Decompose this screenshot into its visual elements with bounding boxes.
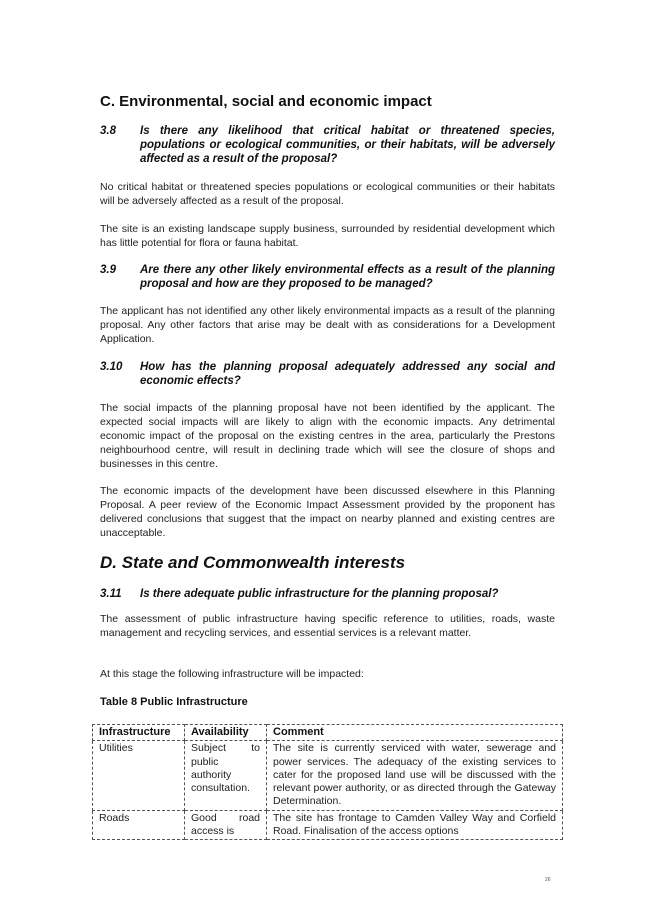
cell-infrastructure: Roads: [93, 810, 185, 840]
question-text: Is there adequate public infrastructure for the planning proposal?: [140, 588, 499, 600]
paragraph: No critical habitat or threatened species populations or ecological communities or their habitats will be adversely affected as a result of the proposal.: [100, 181, 555, 207]
table-row: [93, 810, 563, 840]
paragraph: The social impacts of the planning proposal have not been identified by the applicant. The expected social impacts will are likely to align with the economic impacts. Any detrimental economic impact of the proposal on the existing centres in the area, particularly the Prestons neighbourhood centre, will result in declining trade which will see the closure of shops and businesses in this centre.: [100, 402, 555, 470]
section-c-heading: C. Environmental, social and economic impact: [100, 93, 432, 110]
page-number: 26: [545, 877, 551, 883]
question-3-11: [100, 587, 555, 601]
cell-availability: Subject to public authority consultation.: [185, 741, 267, 810]
column-header-availability: Availability: [185, 725, 267, 741]
column-header-comment: Comment: [267, 725, 563, 741]
question-3-8: [100, 124, 555, 166]
question-number: 3.11: [100, 588, 122, 600]
table-row: [93, 741, 563, 810]
paragraph: The site is an existing landscape supply business, surrounded by residential development which has little potential for flora or fauna habitat.: [100, 223, 555, 249]
paragraph: The applicant has not identified any other likely environmental impacts as a result of the planning proposal. Any other factors that arise may be dealt with as considerations for a Development Application.: [100, 305, 555, 345]
cell-infrastructure: Utilities: [93, 741, 185, 810]
paragraph: The assessment of public infrastructure having specific reference to utilities, roads, waste management and recycling services, and essential services is a relevant matter.: [100, 613, 555, 639]
question-3-9: [100, 263, 555, 291]
cell-comment: The site has frontage to Camden Valley Way and Corfield Road. Finalisation of the access options: [267, 810, 563, 840]
question-text: Is there any likelihood that critical habitat or threatened species, populations or ecological communities, or their habitats, will be adversely affected as a result of the proposal?: [140, 125, 555, 165]
question-number: 3.8: [100, 125, 116, 137]
paragraph: At this stage the following infrastructure will be impacted:: [100, 668, 364, 680]
cell-availability: Good road access is: [185, 810, 267, 840]
infrastructure-table: [92, 724, 563, 840]
table-header-row: [93, 725, 563, 741]
question-number: 3.10: [100, 361, 123, 373]
question-text: Are there any other likely environmental effects as a result of the planning proposal and how are they proposed to be managed?: [140, 264, 555, 290]
question-number: 3.9: [100, 264, 116, 276]
question-text: How has the planning proposal adequately addressed any social and economic effects?: [140, 361, 555, 387]
cell-comment: The site is currently serviced with water, sewerage and power services. The adequacy of the existing services to cater for the proposed land use will be discussed with the relevant power authority, or as directed through the Gateway Determination.: [267, 741, 563, 810]
table-caption: Table 8 Public Infrastructure: [100, 696, 248, 708]
paragraph: The economic impacts of the development have been discussed elsewhere in this Planning Proposal. A peer review of the Economic Impact Assessment provided by the proponent has delivered conclusions that suggest that the impact on nearby planned and existing centres are unacceptable.: [100, 485, 555, 539]
section-d-heading: D. State and Commonwealth interests: [100, 553, 406, 572]
question-3-10: [100, 360, 555, 388]
column-header-infrastructure: Infrastructure: [93, 725, 185, 741]
